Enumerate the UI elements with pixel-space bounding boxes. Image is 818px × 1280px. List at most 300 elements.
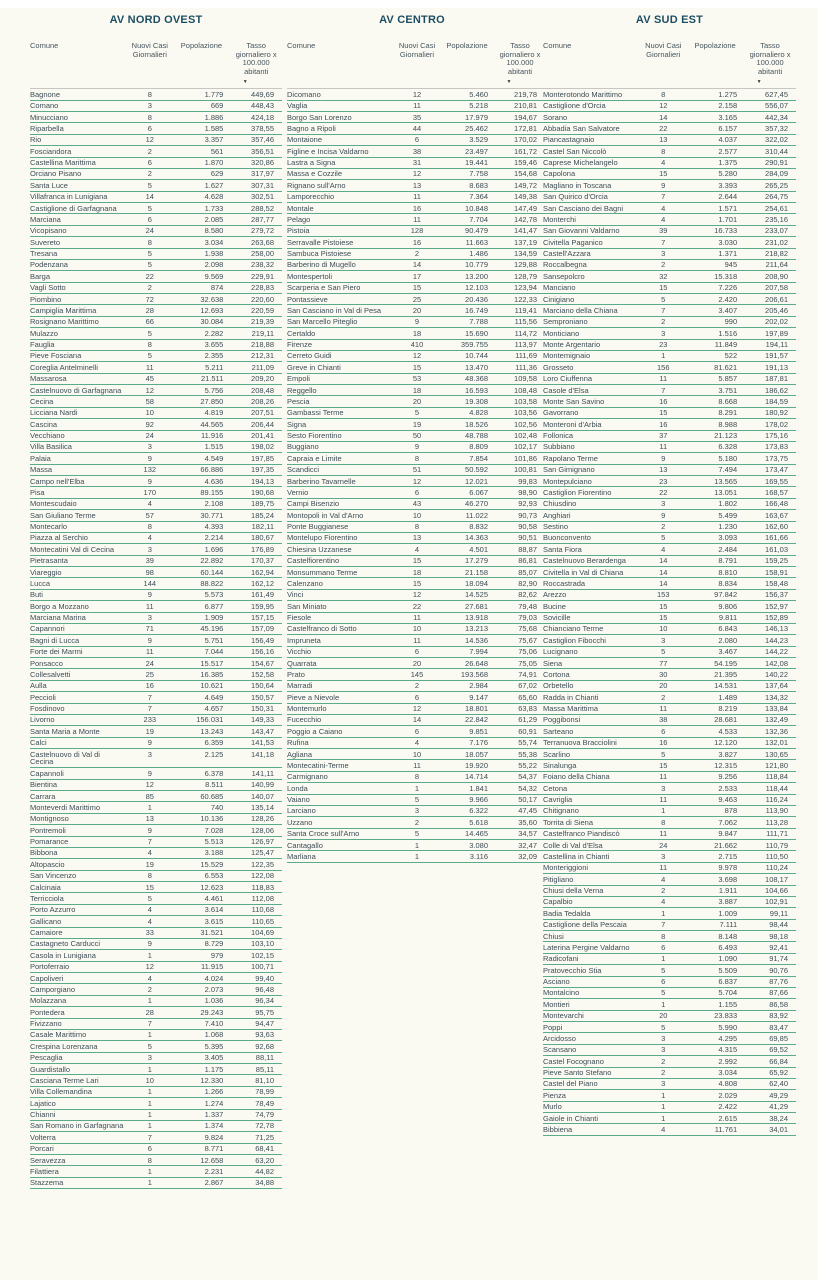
table-row[interactable] [30, 984, 282, 995]
sort-descending-icon[interactable]: ▼ [242, 78, 248, 85]
table-row[interactable] [30, 180, 282, 191]
table-row[interactable] [30, 1018, 282, 1029]
table-row[interactable] [287, 521, 545, 532]
table-row[interactable] [30, 1029, 282, 1040]
table-row[interactable] [287, 271, 545, 282]
table-row[interactable] [30, 1086, 282, 1097]
table-row[interactable] [30, 123, 282, 134]
table-row[interactable] [30, 532, 282, 543]
table-row[interactable] [543, 1010, 796, 1021]
table-row[interactable] [287, 168, 545, 179]
table-row[interactable] [30, 612, 282, 623]
table-row[interactable] [30, 589, 282, 600]
table-row[interactable] [543, 623, 796, 634]
popolazione-cell: 7.111 [686, 919, 744, 930]
table-row[interactable] [287, 248, 545, 259]
nuovi-casi-cell: 7 [127, 836, 172, 847]
table-row[interactable] [543, 771, 796, 782]
tasso-cell: 173,47 [744, 464, 796, 475]
table-row[interactable] [543, 123, 796, 134]
table-row[interactable] [543, 896, 796, 907]
tasso-cell: 132,01 [744, 737, 796, 748]
table-row[interactable] [287, 453, 545, 464]
table-row[interactable] [287, 100, 545, 111]
table-row[interactable] [543, 294, 796, 305]
table-row[interactable] [30, 658, 282, 669]
table-row[interactable] [30, 802, 282, 813]
table-row[interactable] [543, 191, 796, 202]
comune-cell: Laterina Pergine Valdarno [543, 942, 640, 953]
table-row[interactable] [287, 840, 545, 851]
table-row[interactable] [287, 805, 545, 816]
table-row[interactable] [543, 259, 796, 270]
table-row[interactable] [543, 521, 796, 532]
table-row[interactable] [543, 180, 796, 191]
table-row[interactable] [543, 646, 796, 657]
table-row[interactable] [30, 1143, 282, 1154]
table-row[interactable] [287, 112, 545, 123]
table-row[interactable] [30, 938, 282, 949]
tasso-cell: 129,88 [495, 259, 545, 270]
table-row[interactable] [287, 817, 545, 828]
table-row[interactable] [30, 350, 282, 361]
comune-cell: San Giovanni Valdarno [543, 225, 640, 236]
table-row[interactable] [543, 931, 796, 942]
table-row[interactable] [30, 1041, 282, 1052]
tasso-cell: 116,24 [744, 794, 796, 805]
table-row[interactable] [543, 1124, 796, 1135]
table-row[interactable] [287, 544, 545, 555]
table-row[interactable] [287, 305, 545, 316]
table-row[interactable] [543, 385, 796, 396]
table-row[interactable] [287, 794, 545, 805]
table-row[interactable] [287, 157, 545, 168]
table-row[interactable] [287, 680, 545, 691]
table-row[interactable] [543, 840, 796, 851]
table-row[interactable] [30, 904, 282, 915]
table-row[interactable] [543, 407, 796, 418]
tasso-cell: 442,34 [744, 112, 796, 123]
table-row[interactable] [287, 134, 545, 145]
table-row[interactable] [30, 836, 282, 847]
table-row[interactable] [543, 157, 796, 168]
table-row[interactable] [30, 779, 282, 790]
table-row[interactable] [543, 168, 796, 179]
table-row[interactable] [30, 1098, 282, 1109]
table-row[interactable] [30, 487, 282, 498]
table-row[interactable] [543, 1056, 796, 1067]
table-row[interactable] [30, 1052, 282, 1063]
comune-cell: Asciano [543, 976, 640, 987]
table-row[interactable] [30, 825, 282, 836]
table-row[interactable] [287, 589, 545, 600]
tasso-cell: 81,10 [230, 1075, 282, 1086]
table-row[interactable] [543, 942, 796, 953]
table-row[interactable] [30, 578, 282, 589]
table-row[interactable] [543, 339, 796, 350]
table-row[interactable] [543, 817, 796, 828]
table-row[interactable] [543, 203, 796, 214]
table-row[interactable] [30, 430, 282, 441]
table-row[interactable] [287, 464, 545, 475]
table-row[interactable] [30, 282, 282, 293]
table-row[interactable] [287, 396, 545, 407]
table-row[interactable] [30, 768, 282, 779]
table-row[interactable] [543, 749, 796, 760]
table-row[interactable] [543, 862, 796, 873]
table-row[interactable] [543, 544, 796, 555]
table-row[interactable] [287, 532, 545, 543]
table-row[interactable] [543, 794, 796, 805]
table-row[interactable] [287, 146, 545, 157]
table-row[interactable] [287, 203, 545, 214]
table-row[interactable] [30, 1109, 282, 1120]
table-row[interactable] [287, 407, 545, 418]
table-row[interactable] [30, 669, 282, 680]
table-row[interactable] [543, 510, 796, 521]
table-row[interactable] [30, 214, 282, 225]
table-row[interactable] [30, 339, 282, 350]
table-row[interactable] [287, 328, 545, 339]
table-row[interactable] [30, 305, 282, 316]
table-row[interactable] [543, 589, 796, 600]
table-row[interactable] [30, 916, 282, 927]
table-row[interactable] [30, 191, 282, 202]
table-row[interactable] [30, 623, 282, 634]
table-row[interactable] [30, 407, 282, 418]
table-row[interactable] [543, 567, 796, 578]
comune-cell: Montieri [543, 999, 640, 1010]
table-row[interactable] [543, 305, 796, 316]
table-row[interactable] [287, 658, 545, 669]
table-row[interactable] [30, 510, 282, 521]
table-row[interactable] [30, 464, 282, 475]
table-row[interactable] [287, 714, 545, 725]
table-row[interactable] [543, 214, 796, 225]
table-row[interactable] [30, 373, 282, 384]
table-row[interactable] [543, 316, 796, 327]
table-row[interactable] [30, 714, 282, 725]
table-row[interactable] [287, 89, 545, 100]
nuovi-casi-cell: 14 [395, 714, 439, 725]
table-row[interactable] [543, 726, 796, 737]
table-row[interactable] [543, 248, 796, 259]
table-row[interactable] [30, 271, 282, 282]
table-row[interactable] [30, 225, 282, 236]
table-row[interactable] [543, 237, 796, 248]
comune-cell: Pitigliano [543, 874, 640, 885]
comune-cell: Signa [287, 419, 395, 430]
table-row[interactable] [543, 134, 796, 145]
table-row[interactable] [287, 737, 545, 748]
table-row[interactable] [30, 294, 282, 305]
nuovi-casi-cell: 2 [395, 680, 439, 691]
table-row[interactable] [543, 828, 796, 839]
column-header-tasso-label: Tasso giornaliero x 100.000 abitanti [499, 41, 541, 76]
table-row[interactable] [30, 646, 282, 657]
table-row[interactable] [30, 328, 282, 339]
table-row[interactable] [30, 441, 282, 452]
table-row[interactable] [543, 987, 796, 998]
table-row[interactable] [287, 441, 545, 452]
table-row[interactable] [287, 294, 545, 305]
comune-cell: Monticiano [543, 328, 640, 339]
nuovi-casi-cell: 18 [395, 567, 439, 578]
table-row[interactable] [30, 961, 282, 972]
table-row[interactable] [30, 1075, 282, 1086]
table-row[interactable] [30, 680, 282, 691]
table-row[interactable] [543, 100, 796, 111]
table-row[interactable] [543, 532, 796, 543]
table-row[interactable] [30, 567, 282, 578]
table-row[interactable] [287, 191, 545, 202]
table-row[interactable] [287, 555, 545, 566]
table-row[interactable] [30, 362, 282, 373]
table-row[interactable] [30, 870, 282, 881]
table-row[interactable] [543, 976, 796, 987]
table-row[interactable] [30, 1007, 282, 1018]
nuovi-casi-cell: 11 [640, 373, 686, 384]
table-row[interactable] [543, 225, 796, 236]
table-row[interactable] [287, 612, 545, 623]
table-row[interactable] [30, 893, 282, 904]
table-row[interactable] [30, 601, 282, 612]
tasso-cell: 142,78 [495, 214, 545, 225]
table-row[interactable] [30, 737, 282, 748]
table-row[interactable] [30, 1155, 282, 1166]
table-row[interactable] [30, 521, 282, 532]
table-row[interactable] [543, 396, 796, 407]
tasso-cell: 219,11 [230, 328, 282, 339]
table-row[interactable] [30, 168, 282, 179]
table-row[interactable] [287, 214, 545, 225]
table-row[interactable] [287, 828, 545, 839]
table-row[interactable] [543, 373, 796, 384]
table-row[interactable] [287, 180, 545, 191]
table-row[interactable] [287, 498, 545, 509]
table-row[interactable] [30, 995, 282, 1006]
comune-cell: Palaia [30, 453, 127, 464]
table-row[interactable] [30, 1166, 282, 1177]
table-row[interactable] [543, 350, 796, 361]
table-row[interactable] [30, 89, 282, 100]
table-row[interactable] [30, 847, 282, 858]
sort-descending-icon[interactable]: ▼ [506, 78, 512, 85]
table-row[interactable] [30, 726, 282, 737]
table-row[interactable] [30, 635, 282, 646]
table-row[interactable] [287, 316, 545, 327]
table-row[interactable] [543, 953, 796, 964]
table-row[interactable] [287, 760, 545, 771]
tasso-cell: 211,09 [230, 362, 282, 373]
table-row[interactable] [287, 123, 545, 134]
table-row[interactable] [287, 510, 545, 521]
table-row[interactable] [287, 749, 545, 760]
table-row[interactable] [543, 885, 796, 896]
table-row[interactable] [30, 396, 282, 407]
table-row[interactable] [543, 362, 796, 373]
tasso-cell: 156,37 [744, 589, 796, 600]
table-row[interactable] [287, 282, 545, 293]
table-row[interactable] [543, 1078, 796, 1089]
table-row[interactable] [543, 89, 796, 100]
table-row[interactable] [543, 601, 796, 612]
table-row[interactable] [30, 882, 282, 893]
table-row[interactable] [543, 1067, 796, 1078]
table-row[interactable] [30, 498, 282, 509]
popolazione-cell: 2.029 [686, 1090, 744, 1101]
table-row[interactable] [543, 658, 796, 669]
table-row[interactable] [30, 259, 282, 270]
table-row[interactable] [287, 635, 545, 646]
table-row[interactable] [30, 813, 282, 824]
table-row[interactable] [30, 703, 282, 714]
table-row[interactable] [30, 927, 282, 938]
tasso-cell: 159,95 [230, 601, 282, 612]
table-row[interactable] [543, 476, 796, 487]
table-row[interactable] [30, 203, 282, 214]
table-row[interactable] [287, 362, 545, 373]
comune-cell: Casola in Lunigiana [30, 950, 127, 961]
table-row[interactable] [543, 919, 796, 930]
table-row[interactable] [30, 157, 282, 168]
table-row[interactable] [30, 453, 282, 464]
table-row[interactable] [543, 851, 796, 862]
table-row[interactable] [543, 1044, 796, 1055]
table-row[interactable] [287, 703, 545, 714]
table-row[interactable] [543, 760, 796, 771]
popolazione-cell: 12.021 [439, 476, 495, 487]
table-row[interactable] [287, 851, 545, 862]
table-row[interactable] [30, 476, 282, 487]
table-row[interactable] [287, 623, 545, 634]
tasso-cell: 111,69 [495, 350, 545, 361]
table-row[interactable] [30, 316, 282, 327]
table-row[interactable] [543, 874, 796, 885]
table-row[interactable] [543, 612, 796, 623]
table-row[interactable] [287, 476, 545, 487]
table-row[interactable] [287, 339, 545, 350]
table-row[interactable] [543, 692, 796, 703]
table-row[interactable] [543, 282, 796, 293]
table-row[interactable] [287, 771, 545, 782]
table-row[interactable] [287, 385, 545, 396]
table-row[interactable] [543, 783, 796, 794]
column-header-tasso[interactable] [744, 42, 796, 89]
nuovi-casi-cell: 14 [395, 259, 439, 270]
table-row[interactable] [543, 680, 796, 691]
table-row[interactable] [30, 134, 282, 145]
table-row[interactable] [543, 555, 796, 566]
table-row[interactable] [30, 1132, 282, 1143]
table-row[interactable] [30, 859, 282, 870]
table-row[interactable] [287, 487, 545, 498]
table-row[interactable] [543, 441, 796, 452]
table-row[interactable] [543, 578, 796, 589]
table-row[interactable] [543, 430, 796, 441]
sort-descending-icon[interactable]: ▼ [756, 78, 762, 85]
table-row[interactable] [30, 1177, 282, 1188]
table-row[interactable] [30, 112, 282, 123]
table-row[interactable] [287, 419, 545, 430]
column-header-tasso[interactable] [495, 42, 545, 89]
table-row[interactable] [30, 248, 282, 259]
table-row[interactable] [543, 1090, 796, 1101]
table-row[interactable] [543, 1101, 796, 1112]
table-row[interactable] [30, 544, 282, 555]
table-row[interactable] [30, 100, 282, 111]
nuovi-casi-cell: 11 [395, 214, 439, 225]
table-row[interactable] [287, 259, 545, 270]
table-row[interactable] [543, 965, 796, 976]
table-row[interactable] [287, 225, 545, 236]
table-row[interactable] [30, 237, 282, 248]
table-row[interactable] [543, 1113, 796, 1124]
table-row[interactable] [543, 714, 796, 725]
table-row[interactable] [287, 578, 545, 589]
table-row[interactable] [543, 464, 796, 475]
table-row[interactable] [287, 567, 545, 578]
table-row[interactable] [543, 453, 796, 464]
table-row[interactable] [287, 237, 545, 248]
table-row[interactable] [543, 669, 796, 680]
table-row[interactable] [543, 999, 796, 1010]
table-row[interactable] [287, 669, 545, 680]
table-row[interactable] [30, 1120, 282, 1131]
table-row[interactable] [543, 112, 796, 123]
table-row[interactable] [543, 146, 796, 157]
table-row[interactable] [287, 350, 545, 361]
table-row[interactable] [543, 703, 796, 714]
tasso-cell: 175,16 [744, 430, 796, 441]
table-row[interactable] [543, 328, 796, 339]
table-row[interactable] [543, 908, 796, 919]
tasso-cell: 163,67 [744, 510, 796, 521]
table-row[interactable] [30, 692, 282, 703]
table-row[interactable] [287, 430, 545, 441]
table-row[interactable] [543, 487, 796, 498]
table-row[interactable] [543, 805, 796, 816]
table-row[interactable] [543, 419, 796, 430]
tasso-cell: 191,13 [744, 362, 796, 373]
table-row[interactable] [30, 973, 282, 984]
table-row[interactable] [543, 737, 796, 748]
table-row[interactable] [30, 385, 282, 396]
table-row[interactable] [287, 373, 545, 384]
table-row[interactable] [30, 950, 282, 961]
table-row[interactable] [543, 498, 796, 509]
table-row[interactable] [287, 783, 545, 794]
table-row[interactable] [30, 1064, 282, 1075]
popolazione-cell: 5.395 [173, 1041, 231, 1052]
column-header-tasso[interactable] [230, 42, 282, 89]
table-row[interactable] [30, 555, 282, 566]
table-row[interactable] [543, 635, 796, 646]
table-row[interactable] [543, 1022, 796, 1033]
table-row[interactable] [543, 271, 796, 282]
table-row[interactable] [287, 646, 545, 657]
table-row[interactable] [287, 601, 545, 612]
comune-cell: Castel San Niccolò [543, 146, 640, 157]
table-row[interactable] [287, 692, 545, 703]
table-row[interactable] [30, 791, 282, 802]
table-row[interactable] [30, 749, 282, 768]
table-row[interactable] [30, 146, 282, 157]
comune-cell: Pontedera [30, 1007, 127, 1018]
table-row[interactable] [30, 419, 282, 430]
table-row[interactable] [287, 726, 545, 737]
table-row[interactable] [543, 1033, 796, 1044]
